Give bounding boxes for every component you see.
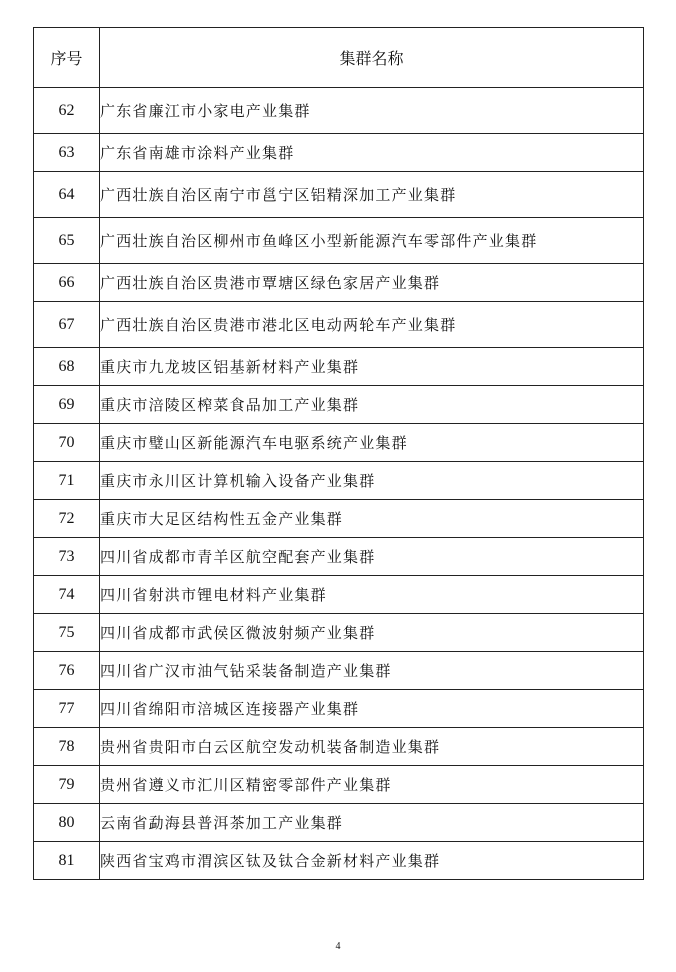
cluster-name: 重庆市大足区结构性五金产业集群 [100, 500, 644, 538]
row-number: 62 [34, 88, 100, 134]
table-header-row [34, 28, 644, 88]
cluster-name: 四川省成都市青羊区航空配套产业集群 [100, 538, 644, 576]
row-number: 67 [34, 302, 100, 348]
row-number: 79 [34, 766, 100, 804]
row-number: 70 [34, 424, 100, 462]
row-number: 75 [34, 614, 100, 652]
table-row [34, 842, 644, 880]
table-row [34, 766, 644, 804]
page-number: 4 [335, 941, 341, 952]
row-number: 63 [34, 134, 100, 172]
row-number: 69 [34, 386, 100, 424]
row-number: 77 [34, 690, 100, 728]
cluster-name: 贵州省遵义市汇川区精密零部件产业集群 [100, 766, 644, 804]
row-number: 73 [34, 538, 100, 576]
header-number: 序号 [34, 28, 100, 88]
cluster-name: 重庆市璧山区新能源汽车电驱系统产业集群 [100, 424, 644, 462]
table-row [34, 690, 644, 728]
header-name: 集群名称 [100, 28, 644, 88]
cluster-table [33, 27, 644, 880]
row-number: 78 [34, 728, 100, 766]
table-row [34, 728, 644, 766]
row-number: 81 [34, 842, 100, 880]
table-row [34, 264, 644, 302]
table-row [34, 462, 644, 500]
cluster-name: 广西壮族自治区贵港市港北区电动两轮车产业集群 [100, 302, 644, 348]
table-row [34, 386, 644, 424]
cluster-name: 陕西省宝鸡市渭滨区钛及钛合金新材料产业集群 [100, 842, 644, 880]
row-number: 76 [34, 652, 100, 690]
cluster-name: 广东省廉江市小家电产业集群 [100, 88, 644, 134]
cluster-name: 广西壮族自治区贵港市覃塘区绿色家居产业集群 [100, 264, 644, 302]
table-row [34, 348, 644, 386]
row-number: 65 [34, 218, 100, 264]
table-row [34, 218, 644, 264]
row-number: 71 [34, 462, 100, 500]
row-number: 80 [34, 804, 100, 842]
cluster-name: 重庆市涪陵区榨菜食品加工产业集群 [100, 386, 644, 424]
row-number: 64 [34, 172, 100, 218]
table-row [34, 538, 644, 576]
cluster-name: 四川省绵阳市涪城区连接器产业集群 [100, 690, 644, 728]
table-row [34, 614, 644, 652]
table-row [34, 576, 644, 614]
cluster-name: 广西壮族自治区柳州市鱼峰区小型新能源汽车零部件产业集群 [100, 218, 644, 264]
cluster-name: 贵州省贵阳市白云区航空发动机装备制造业集群 [100, 728, 644, 766]
table-row [34, 134, 644, 172]
table-row [34, 500, 644, 538]
cluster-name: 四川省广汉市油气钻采装备制造产业集群 [100, 652, 644, 690]
table-row [34, 88, 644, 134]
cluster-name: 云南省勐海县普洱茶加工产业集群 [100, 804, 644, 842]
cluster-name: 四川省射洪市锂电材料产业集群 [100, 576, 644, 614]
table-row [34, 172, 644, 218]
table-row [34, 424, 644, 462]
cluster-name: 重庆市九龙坡区铝基新材料产业集群 [100, 348, 644, 386]
cluster-name: 广西壮族自治区南宁市邕宁区铝精深加工产业集群 [100, 172, 644, 218]
cluster-name: 广东省南雄市涂料产业集群 [100, 134, 644, 172]
table-row [34, 302, 644, 348]
row-number: 74 [34, 576, 100, 614]
row-number: 68 [34, 348, 100, 386]
cluster-name: 重庆市永川区计算机输入设备产业集群 [100, 462, 644, 500]
table-row [34, 804, 644, 842]
row-number: 66 [34, 264, 100, 302]
cluster-name: 四川省成都市武侯区微波射频产业集群 [100, 614, 644, 652]
table-row [34, 652, 644, 690]
row-number: 72 [34, 500, 100, 538]
